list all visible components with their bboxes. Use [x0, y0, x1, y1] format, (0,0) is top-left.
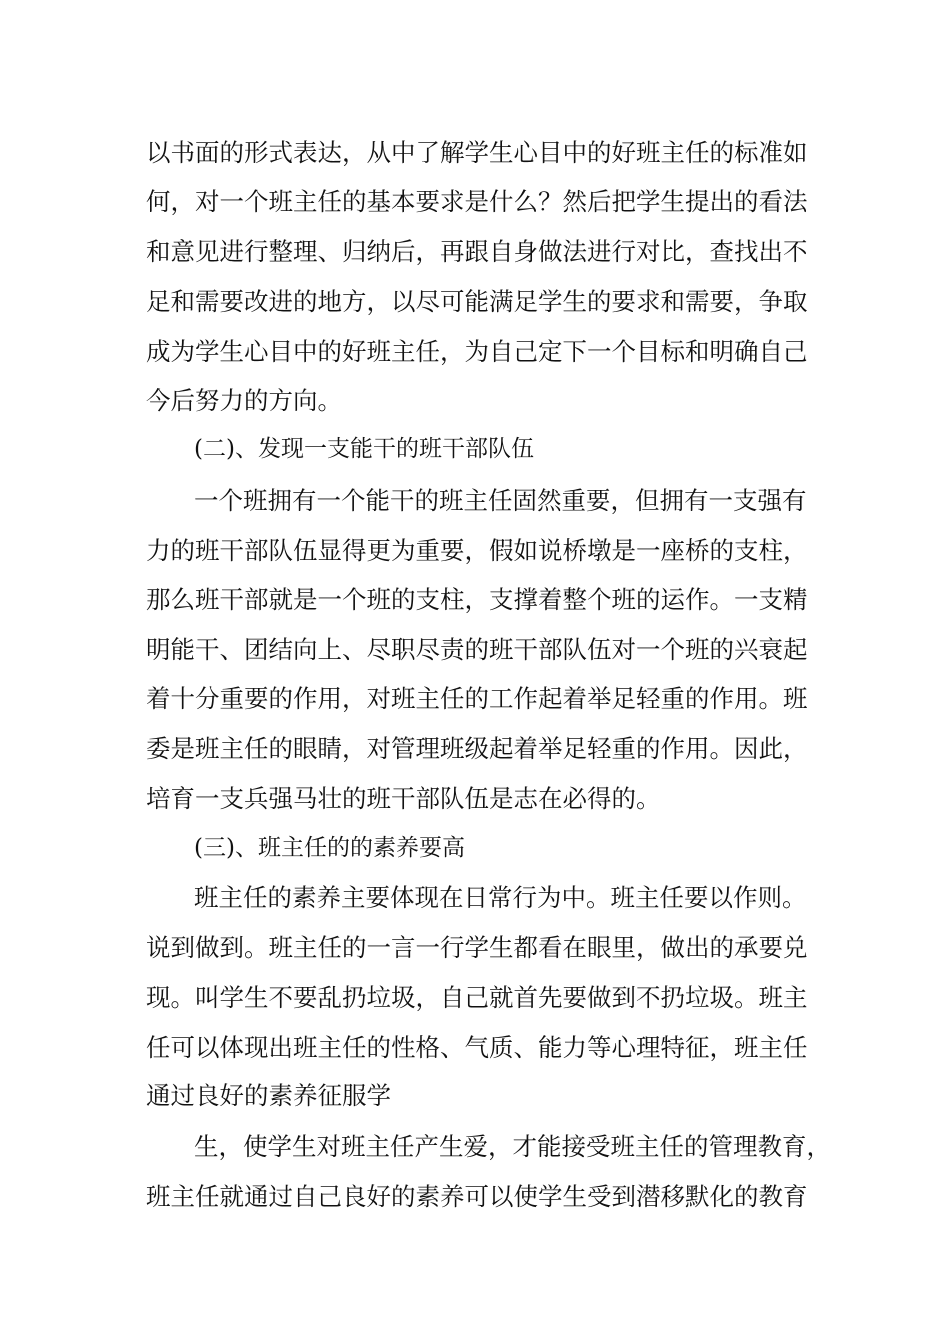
paragraph-2-line-2: 力的班干部队伍显得更为重要，假如说桥墩是一座桥的支柱， — [146, 536, 808, 565]
paragraph-2-line-6: 委是班主任的眼睛，对管理班级起着举足轻重的作用。因此， — [146, 734, 808, 763]
paragraph-1-line-5: 成为学生心目中的好班主任，为自己定下一个目标和明确自己 — [146, 337, 808, 366]
section-heading-3: (三)、班主任的的素养要高 — [194, 835, 465, 861]
paragraph-3-line-3: 现。叫学生不要乱扔垃圾，自己就首先要做到不扔垃圾。班主 — [146, 983, 808, 1012]
section-heading-2: (二)、发现一支能干的班干部队伍 — [194, 436, 534, 462]
paragraph-2-line-4: 明能干、团结向上、尽职尽责的班干部队伍对一个班的兴衰起 — [146, 635, 808, 664]
paragraph-2-line-3: 那么班干部就是一个班的支柱，支撑着整个班的运作。一支精 — [146, 585, 808, 614]
paragraph-2-line-1: 一个班拥有一个能干的班主任固然重要，但拥有一支强有 — [194, 486, 807, 515]
paragraph-2-line-5: 着十分重要的作用，对班主任的工作起着举足轻重的作用。班 — [146, 684, 808, 713]
paragraph-1-line-4: 足和需要改进的地方，以尽可能满足学生的要求和需要，争取 — [146, 287, 808, 316]
paragraph-2-line-7: 培育一支兵强马壮的班干部队伍是志在必得的。 — [146, 784, 661, 813]
paragraph-3-line-1: 班主任的素养主要体现在日常行为中。班主任要以作则。 — [194, 883, 807, 912]
paragraph-1-line-3: 和意见进行整理、归纳后，再跟自身做法进行对比，查找出不 — [146, 237, 808, 266]
paragraph-1-line-2: 何，对一个班主任的基本要求是什么？然后把学生提出的看法 — [146, 187, 808, 216]
paragraph-3-line-4: 任可以体现出班主任的性格、气质、能力等心理特征，班主任 — [146, 1033, 808, 1062]
paragraph-1-line-1: 以书面的形式表达，从中了解学生心目中的好班主任的标准如 — [146, 138, 808, 167]
paragraph-4-line-1: 生，使学生对班主任产生爱，才能接受班主任的管理教育， — [194, 1132, 831, 1161]
paragraph-1-line-6: 今后努力的方向。 — [146, 386, 342, 415]
paragraph-3-line-2: 说到做到。班主任的一言一行学生都看在眼里，做出的承要兑 — [146, 933, 808, 962]
paragraph-3-line-5: 通过良好的素养征服学 — [146, 1081, 391, 1110]
paragraph-4-line-2: 班主任就通过自己良好的素养可以使学生受到潜移默化的教育 — [146, 1182, 808, 1211]
